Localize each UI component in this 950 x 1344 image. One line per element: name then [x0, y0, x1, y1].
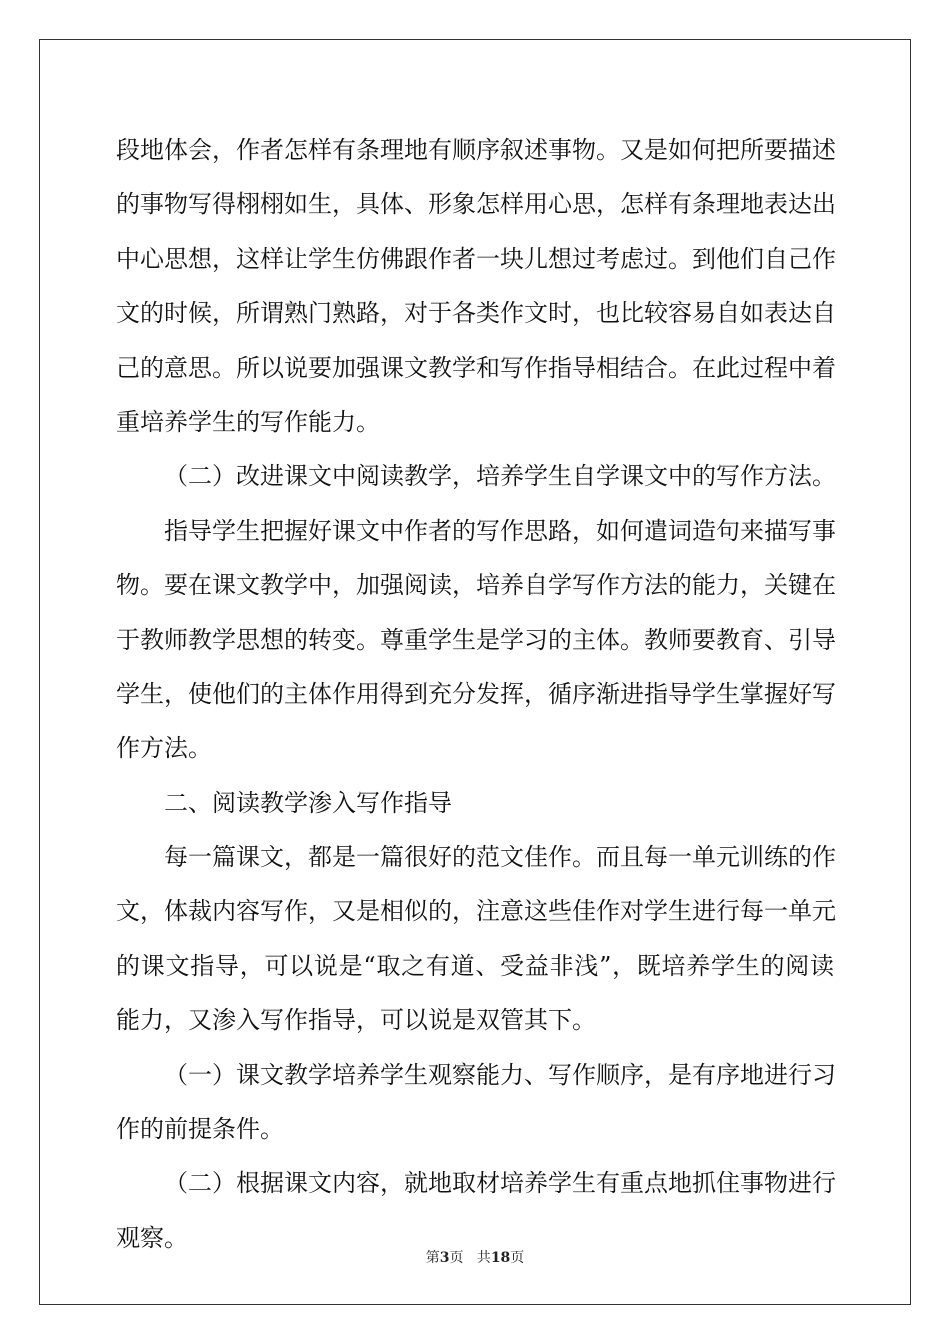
text-line: 二、阅读教学渗入写作指导	[164, 788, 452, 817]
text-line: （二）改进课文中阅读教学，培养学生自学课文中的写作方法。	[164, 462, 836, 491]
text-line: 作方法。	[116, 734, 212, 763]
text-line: （二）根据课文内容，就地取材培养学生有重点地抓住事物进行	[164, 1169, 836, 1198]
text-line: 段地体会，作者怎样有条理地有顺序叙述事物。又是如何把所要描述	[116, 136, 836, 164]
document-body	[116, 123, 834, 1265]
footer-total-prefix: 共	[476, 1250, 491, 1266]
text-line: 的课文指导，可以说是“取之有道、受益非浅”，既培养学生的阅读	[116, 951, 834, 980]
text-line: 中心思想，这样让学生仿佛跟作者一块儿想过考虑过。到他们自己作	[116, 244, 836, 273]
page-footer	[0, 1248, 950, 1268]
footer-total-unit: 页	[510, 1250, 525, 1266]
text-line: 每一篇课文，都是一篇很好的范文佳作。而且每一单元训练的作	[164, 843, 836, 872]
text-line: 能力，又渗入写作指导，可以说是双管其下。	[116, 1006, 596, 1035]
footer-page-prefix: 第	[425, 1250, 440, 1266]
text-line: 物。要在课文教学中，加强阅读，培养自学写作方法的能力，关键在	[116, 571, 836, 600]
text-line: 作的前提条件。	[116, 1115, 284, 1144]
footer-page-unit: 页	[449, 1250, 464, 1266]
text-line: 文的时候，所谓熟门熟路，对于各类作文时，也比较容易自如表达自	[116, 299, 836, 328]
text-line: 的事物写得栩栩如生，具体、形象怎样用心思，怎样有条理地表达出	[116, 190, 836, 219]
text-line: 重培养学生的写作能力。	[116, 407, 380, 436]
text-line: 于教师教学思想的转变。尊重学生是学习的主体。教师要教育、引导	[116, 625, 836, 654]
text-line: 指导学生把握好课文中作者的写作思路，如何遣词造句来描写事	[164, 516, 836, 545]
text-line: 文，体裁内容写作，又是相似的，注意这些佳作对学生进行每一单元	[116, 897, 836, 926]
text-line: 学生，使他们的主体作用得到充分发挥，循序渐进指导学生掌握好写	[116, 679, 836, 708]
text-line: 观察。	[116, 1223, 188, 1252]
footer-total-pages: 18	[490, 1250, 511, 1266]
text-line: （一）课文教学培养学生观察能力、写作顺序，是有序地进行习	[164, 1060, 836, 1089]
footer-page-number: 3	[439, 1250, 450, 1266]
text-line: 己的意思。所以说要加强课文教学和写作指导相结合。在此过程中着	[116, 353, 836, 382]
